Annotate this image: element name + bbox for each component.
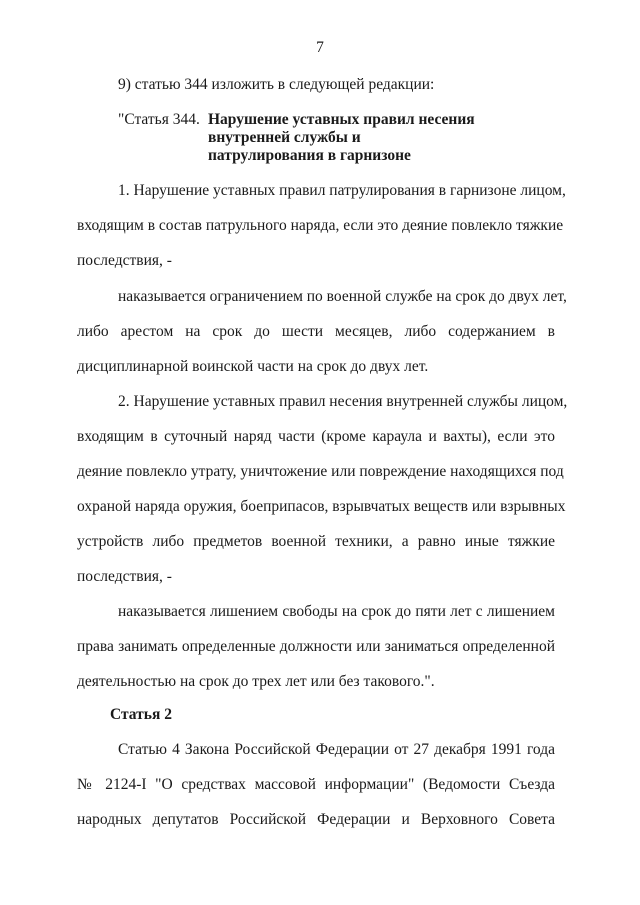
body-line: народных депутатов Российской Федерации и Верховного Совета bbox=[77, 811, 555, 828]
body-line: наказывается ограничением по военной службе на срок до двух лет, bbox=[118, 288, 567, 305]
body-line: последствия, - bbox=[77, 252, 172, 269]
article-2-heading: Статья 2 bbox=[110, 706, 172, 723]
article-344-title-line-3: патрулирования в гарнизоне bbox=[208, 147, 411, 164]
body-line: входящим в состав патрульного наряда, если это деяние повлекло тяжкие bbox=[77, 217, 564, 234]
body-line: либо арестом на срок до шести месяцев, либо содержанием в bbox=[77, 323, 555, 340]
body-line: наказывается лишением свободы на срок до пяти лет с лишением bbox=[118, 603, 555, 620]
body-line: деяние повлекло утрату, уничтожение или повреждение находящихся под bbox=[77, 463, 564, 480]
body-line: 2. Нарушение уставных правил несения внутренней службы лицом, bbox=[118, 393, 568, 410]
body-line: № 2124-I "О средствах массовой информации" (Ведомости Съезда bbox=[77, 776, 555, 793]
article-344-title-line-1: Нарушение уставных правил несения bbox=[208, 111, 475, 128]
body-line: дисциплинарной воинской части на срок до двух лет. bbox=[77, 358, 429, 375]
body-line: последствия, - bbox=[77, 568, 172, 585]
article-344-label: "Статья 344. bbox=[118, 111, 200, 128]
body-line: охраной наряда оружия, боеприпасов, взрывчатых веществ или взрывных bbox=[77, 498, 566, 515]
body-line: 1. Нарушение уставных правил патрулирования в гарнизоне лицом, bbox=[118, 182, 566, 199]
body-line: деятельностью на срок до трех лет или без такового.". bbox=[77, 673, 435, 690]
amendment-item-9: 9) статью 344 изложить в следующей редакции: bbox=[118, 76, 435, 93]
page-number: 7 bbox=[316, 39, 324, 56]
body-line: Статью 4 Закона Российской Федерации от 27 декабря 1991 года bbox=[118, 741, 555, 758]
article-344-title-line-2: внутренней службы и bbox=[208, 129, 361, 146]
body-line: права занимать определенные должности или заниматься определенной bbox=[77, 638, 555, 655]
body-line: входящим в суточный наряд части (кроме караула и вахты), если это bbox=[77, 428, 555, 445]
body-line: устройств либо предметов военной техники, а равно иные тяжкие bbox=[77, 533, 555, 550]
